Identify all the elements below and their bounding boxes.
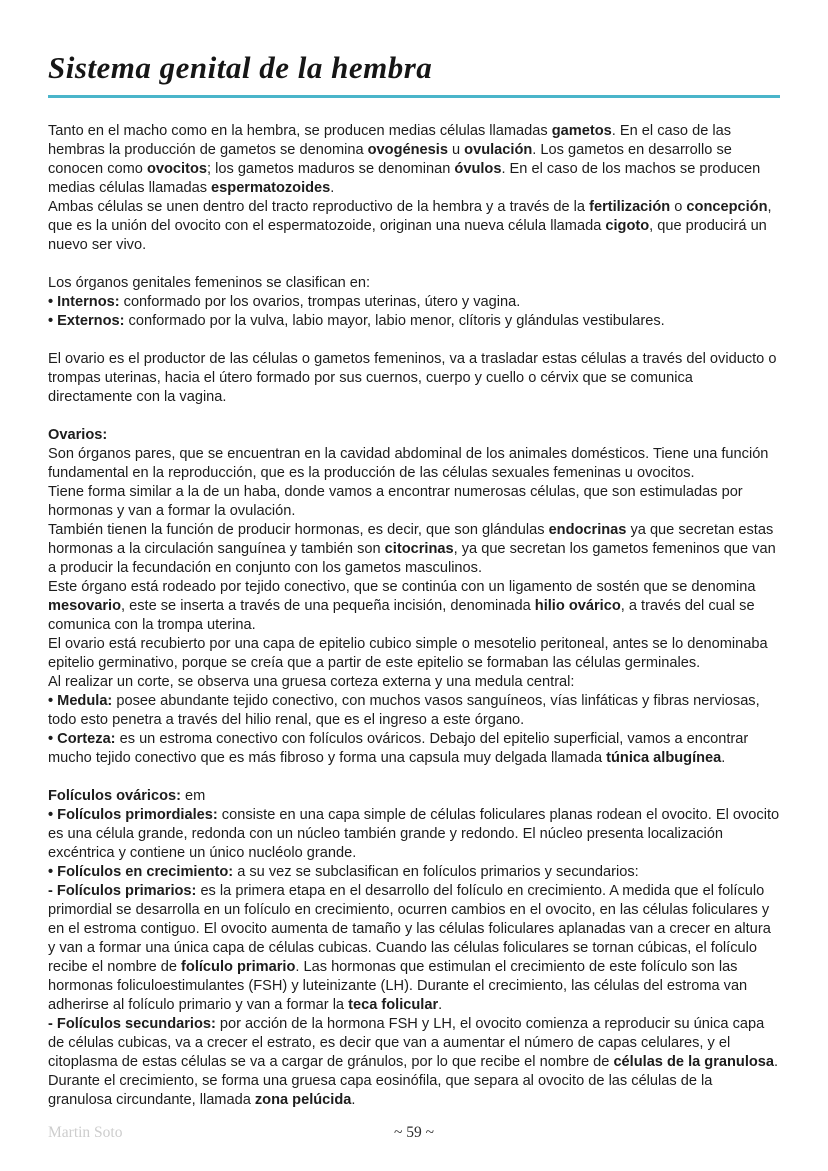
text-segment: Los órganos genitales femeninos se clasifican en:	[48, 275, 371, 291]
paragraph	[48, 521, 780, 578]
paragraph	[48, 635, 780, 673]
text-segment: Tiene forma similar a la de un haba, donde vamos a encontrar numerosas células, que son estimuladas por hormonas y van a formar la ovulación.	[48, 484, 743, 519]
bold-text-segment: mesovario	[48, 598, 122, 614]
text-segment: em	[181, 788, 206, 804]
paragraph	[48, 673, 780, 692]
paragraph	[48, 787, 780, 806]
text-segment: conformado por la vulva, labio mayor, labio menor, clítoris y glándulas vestibulares.	[124, 313, 665, 329]
text-segment: es un estroma conectivo con folículos ováricos. Debajo del epitelio superficial, vamos a encontrar mucho tejido conectivo que es más fibroso y forma una capsula muy delgada llamada	[48, 731, 749, 766]
bold-text-segment: • Folículos primordiales:	[48, 807, 218, 823]
bold-text-segment: células de la granulosa	[613, 1054, 775, 1070]
text-segment: , que es la unión del ovocito con el espermatozoide, originan una nueva célula llamada	[48, 199, 772, 234]
paragraph	[48, 806, 780, 863]
bold-text-segment: zona pelúcida	[254, 1092, 352, 1108]
bold-text-segment: • Internos:	[48, 294, 120, 310]
paragraph	[48, 578, 780, 635]
bold-text-segment: fertilización	[589, 199, 671, 215]
text-segment: .	[330, 180, 335, 196]
bold-text-segment: ovocitos	[146, 161, 207, 177]
bold-text-segment: • Medula:	[48, 693, 113, 709]
footer-author: Martin Soto	[48, 1124, 123, 1141]
text-segment: También tienen la función de producir hormonas, es decir, que son glándulas	[48, 522, 549, 538]
text-segment: es la primera etapa en el desarrollo del folículo en crecimiento. A medida que el folículo primordial se desarrolla en un folículo en crecimiento, ocurren cambios en el ovocito, en las células foliculares y en el estroma contiguo. El ovocito aumenta de tamaño y las células foliculares aplanadas van a crecer en altura y van a formar una única capa de células cubicas. Cuando las células foliculares se tornan cúbicas, el folículo recibe el nombre de	[48, 883, 771, 975]
text-segment: , que producirá un nuevo ser vivo.	[48, 218, 767, 253]
text-segment: o	[670, 199, 687, 215]
paragraph	[48, 198, 780, 255]
bold-text-segment: espermatozoides	[211, 180, 331, 196]
bold-text-segment: cigoto	[605, 218, 650, 234]
text-segment: .	[351, 1092, 356, 1108]
paragraph-spacer	[48, 407, 780, 426]
paragraph	[48, 882, 780, 1015]
text-segment: Son órganos pares, que se encuentran en la cavidad abdominal de los animales domésticos. Tiene una función fundamental en la reproducción, que es la producción de las células sexuales femeninas u ovocitos.	[48, 446, 769, 481]
paragraph	[48, 445, 780, 483]
text-segment: Al realizar un corte, se observa una gruesa corteza externa y una medula central:	[48, 674, 575, 690]
paragraph	[48, 483, 780, 521]
paragraph	[48, 312, 780, 331]
bold-text-segment: ovulación	[464, 142, 533, 158]
paragraph	[48, 863, 780, 882]
page-footer	[48, 1124, 780, 1144]
bold-text-segment: óvulos	[454, 161, 502, 177]
bold-text-segment: ovogénesis	[367, 142, 448, 158]
text-segment: . En el caso de los machos se producen medias células llamadas	[48, 161, 761, 196]
bold-text-segment: - Folículos secundarios:	[48, 1016, 216, 1032]
text-segment: posee abundante tejido conectivo, con muchos vasos sanguíneos, vías linfáticas y fibras nerviosas, todo esto penetra a través del hilio renal, que es el ingreso a este órgano.	[48, 693, 760, 728]
bold-text-segment: citocrinas	[384, 541, 454, 557]
bold-text-segment: - Folículos primarios:	[48, 883, 197, 899]
bold-text-segment: • Folículos en crecimiento:	[48, 864, 234, 880]
text-segment: conformado por los ovarios, trompas uterinas, útero y vagina.	[119, 294, 521, 310]
text-segment: por acción de la hormona FSH y LH, el ovocito comienza a reproducir su única capa de células cubicas, va a crecer el estrato, es decir que van a aumentar el número de capas celulares, y el citoplasma de estas células se va a cargar de gránulos, por lo que recibe el nombre de	[48, 1016, 765, 1070]
bold-text-segment: • Corteza:	[48, 731, 116, 747]
bold-text-segment: gametos	[551, 123, 612, 139]
paragraph-spacer	[48, 331, 780, 350]
text-segment: , ya que secretan los gametos femeninos que van a producir la fecundación en conjunto con los gametos masculinos.	[48, 541, 776, 576]
paragraph	[48, 274, 780, 293]
text-segment: .	[438, 997, 443, 1013]
text-segment: ya que secretan estas hormonas a la circulación sanguínea y también son	[48, 522, 774, 557]
bold-text-segment: endocrinas	[548, 522, 627, 538]
page-title: Sistema genital de la hembra	[48, 50, 433, 85]
paragraph	[48, 426, 780, 445]
bold-text-segment: hilio ovárico	[534, 598, 621, 614]
paragraph	[48, 293, 780, 312]
bold-text-segment: túnica albugínea	[606, 750, 722, 766]
paragraph-spacer	[48, 768, 780, 787]
document-body	[48, 122, 780, 1110]
bold-text-segment: Ovarios:	[48, 427, 108, 443]
text-segment: El ovario está recubierto por una capa de epitelio cubico simple o mesotelio peritoneal, antes se lo denominaba epitelio germinativo, porque se creía que a partir de este epitelio se formaban las células germinales.	[48, 636, 768, 671]
paragraph	[48, 730, 780, 768]
paragraph-spacer	[48, 255, 780, 274]
text-segment: . Las hormonas que estimulan el crecimiento de este folículo son las hormonas foliculoestimulantes (FSH) y luteinizante (LH). Durante el crecimiento, las células del estroma van adherirse al folículo primario y van a formar la	[48, 959, 748, 1013]
text-segment: Ambas células se unen dentro del tracto reproductivo de la hembra y a través de la	[48, 199, 590, 215]
bold-text-segment: folículo primario	[181, 959, 296, 975]
text-segment: . Durante el crecimiento, se forma una gruesa capa eosinófila, que separa al ovocito de las células de la granulosa circundante, llamada	[48, 1054, 779, 1108]
bold-text-segment: teca folicular	[348, 997, 439, 1013]
bold-text-segment: • Externos:	[48, 313, 125, 329]
paragraph	[48, 692, 780, 730]
text-segment: .	[721, 750, 726, 766]
text-segment: ; los gametos maduros se denominan	[207, 161, 455, 177]
text-segment: a su vez se subclasifican en folículos primarios y secundarios:	[233, 864, 639, 880]
paragraph	[48, 1015, 780, 1110]
paragraph	[48, 350, 780, 407]
text-segment: . En el caso de las hembras la producción de gametos se denomina	[48, 123, 732, 158]
bold-text-segment: Folículos ováricos:	[48, 788, 181, 804]
text-segment: u	[447, 142, 465, 158]
footer-page-number: ~ 59 ~	[393, 1124, 435, 1141]
bold-text-segment: concepción	[686, 199, 768, 215]
text-segment: Tanto en el macho como en la hembra, se producen medias células llamadas	[48, 123, 552, 139]
document-content	[0, 50, 828, 1110]
text-segment: El ovario es el productor de las células o gametos femeninos, va a trasladar estas células a través del oviducto o trompas uterinas, hacia el útero formado por sus cuernos, cuerpo y cuello o cérvix que se comunica directamente con la vagina.	[48, 351, 777, 405]
text-segment: , este se inserta a través de una pequeña incisión, denominada	[121, 598, 535, 614]
text-segment: . Los gametos en desarrollo se conocen como	[48, 142, 732, 177]
text-segment: , a través del cual se comunica con la trompa uterina.	[48, 598, 755, 633]
paragraph	[48, 122, 780, 198]
title-rule	[48, 95, 780, 98]
text-segment: Este órgano está rodeado por tejido conectivo, que se continúa con un ligamento de sostén que se denomina	[48, 579, 756, 595]
text-segment: consiste en una capa simple de células foliculares planas rodean el ovocito. El ovocito es una célula grande, redonda con un núcleo también grande y redondo. El núcleo presenta localización excéntrica y contiene un único nucléolo grande.	[48, 807, 780, 861]
